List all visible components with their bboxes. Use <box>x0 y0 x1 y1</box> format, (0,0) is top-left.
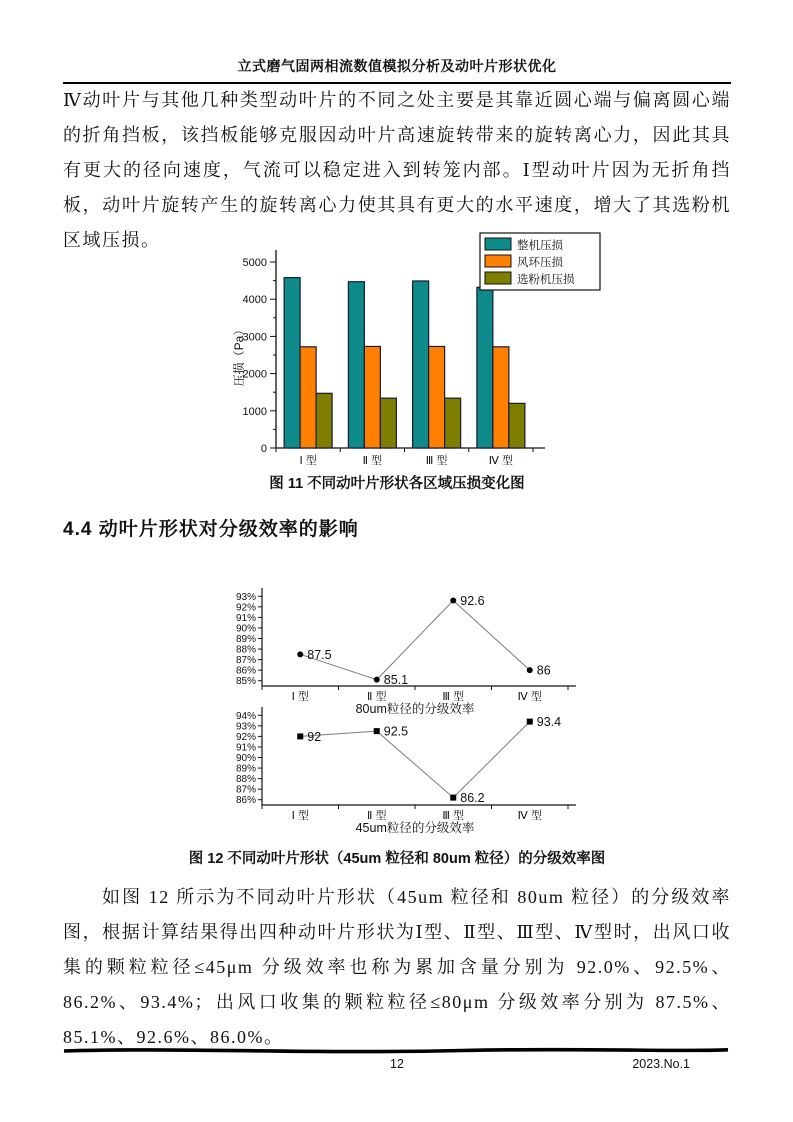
figure-11-caption: 图 11 不同动叶片形状各区域压损变化图 <box>269 476 525 492</box>
svg-text:Ⅱ 型: Ⅱ 型 <box>362 455 383 467</box>
svg-text:92%: 92% <box>235 602 256 614</box>
svg-text:整机压损: 整机压损 <box>517 240 563 252</box>
svg-text:Ⅰ 型: Ⅰ 型 <box>291 810 309 822</box>
svg-text:Ⅳ 型: Ⅳ 型 <box>517 691 542 703</box>
svg-text:88%: 88% <box>235 644 256 656</box>
svg-text:4000: 4000 <box>242 294 267 307</box>
svg-text:0: 0 <box>260 443 267 455</box>
paragraph-2: 如图 12 所示为不同动叶片形状（45um 粒径和 80um 粒径）的分级效率图，根据计算结果得出四种动叶片形状为Ⅰ型、Ⅱ型、Ⅲ型、Ⅳ型时，出风口收集的颗粒粒径≤45μm 分级效率也称为累加含量分别为 92.0%、92.5%、86.2%、93.4%；出风口收集的颗粒粒径≤80μm 分级效率分别为 87.5%、85.1%、92.6%、86.0%。 <box>63 887 731 1047</box>
svg-text:85%: 85% <box>235 676 256 688</box>
paragraph-1: Ⅳ动叶片与其他几种类型动叶片的不同之处主要是其靠近圆心端与偏离圆心端的折角挡板，该挡板能够克服因动叶片高速旋转带来的旋转离心力，因此其具有更大的径向速度，气流可以稳定进入到转笼内部。Ⅰ型动叶片因为无折角挡板，动叶片旋转产生的旋转离心力使其具有更大的水平速度，增大了其选粉机区域压损。 <box>63 90 731 250</box>
svg-text:90%: 90% <box>235 753 256 764</box>
issue-label: 2023.No.1 <box>632 1057 690 1071</box>
svg-text:2000: 2000 <box>242 368 267 381</box>
svg-text:87.5: 87.5 <box>307 647 332 662</box>
running-head-title: 立式磨气固两相流数值模拟分析及动叶片形状优化 <box>237 58 557 74</box>
svg-text:Ⅱ 型: Ⅱ 型 <box>367 691 387 703</box>
svg-text:93.4: 93.4 <box>536 715 562 730</box>
svg-text:89%: 89% <box>235 763 256 775</box>
svg-text:92.6: 92.6 <box>460 594 485 608</box>
svg-text:风环压损: 风环压损 <box>517 257 563 269</box>
svg-text:92: 92 <box>307 729 322 744</box>
svg-text:Ⅲ 型: Ⅲ 型 <box>425 455 448 467</box>
svg-text:86: 86 <box>536 663 551 678</box>
svg-text:91%: 91% <box>235 742 256 754</box>
svg-text:86.2: 86.2 <box>460 791 485 806</box>
svg-text:93%: 93% <box>235 721 256 733</box>
svg-text:1000: 1000 <box>242 405 267 418</box>
svg-text:Ⅳ 型: Ⅳ 型 <box>517 810 542 822</box>
page-number: 12 <box>390 1057 404 1071</box>
svg-text:87%: 87% <box>235 655 256 667</box>
svg-text:Ⅰ 型: Ⅰ 型 <box>291 691 309 703</box>
svg-text:90%: 90% <box>235 623 256 635</box>
svg-text:89%: 89% <box>235 634 256 645</box>
svg-text:Ⅲ 型: Ⅲ 型 <box>442 810 465 822</box>
svg-text:Ⅱ 型: Ⅱ 型 <box>367 810 387 822</box>
svg-text:92.5: 92.5 <box>383 724 409 739</box>
svg-text:86%: 86% <box>235 665 256 677</box>
svg-text:88%: 88% <box>235 774 256 786</box>
svg-text:94%: 94% <box>235 710 256 722</box>
svg-text:Ⅲ 型: Ⅲ 型 <box>442 691 465 703</box>
svg-text:86%: 86% <box>235 795 256 807</box>
line-chart-80um-efficiency <box>222 583 592 717</box>
svg-text:91%: 91% <box>235 612 256 624</box>
section-heading-4-4: 4.4 动叶片形状对分级效率的影响 <box>63 519 359 540</box>
svg-text:压损（Pa）: 压损（Pa） <box>232 323 246 387</box>
svg-text:选粉机压损: 选粉机压损 <box>517 274 575 286</box>
bar-chart-pressure-loss <box>213 228 608 480</box>
svg-text:5000: 5000 <box>242 257 267 269</box>
svg-text:3000: 3000 <box>242 331 267 344</box>
line-chart-45um-efficiency <box>222 702 592 840</box>
svg-text:87%: 87% <box>235 784 256 796</box>
svg-text:Ⅳ 型: Ⅳ 型 <box>488 455 513 467</box>
figure-12-caption: 图 12 不同动叶片形状（45um 粒径和 80um 粒径）的分级效率图 <box>188 851 606 867</box>
footer-rule <box>62 1046 730 1056</box>
svg-text:45um粒径的分级效率: 45um粒径的分级效率 <box>355 821 475 835</box>
svg-text:92%: 92% <box>235 731 256 743</box>
svg-text:85.1: 85.1 <box>383 673 409 688</box>
svg-text:Ⅰ 型: Ⅰ 型 <box>299 455 317 467</box>
svg-text:93%: 93% <box>235 591 256 603</box>
svg-text:80um粒径的分级效率: 80um粒径的分级效率 <box>355 702 475 716</box>
